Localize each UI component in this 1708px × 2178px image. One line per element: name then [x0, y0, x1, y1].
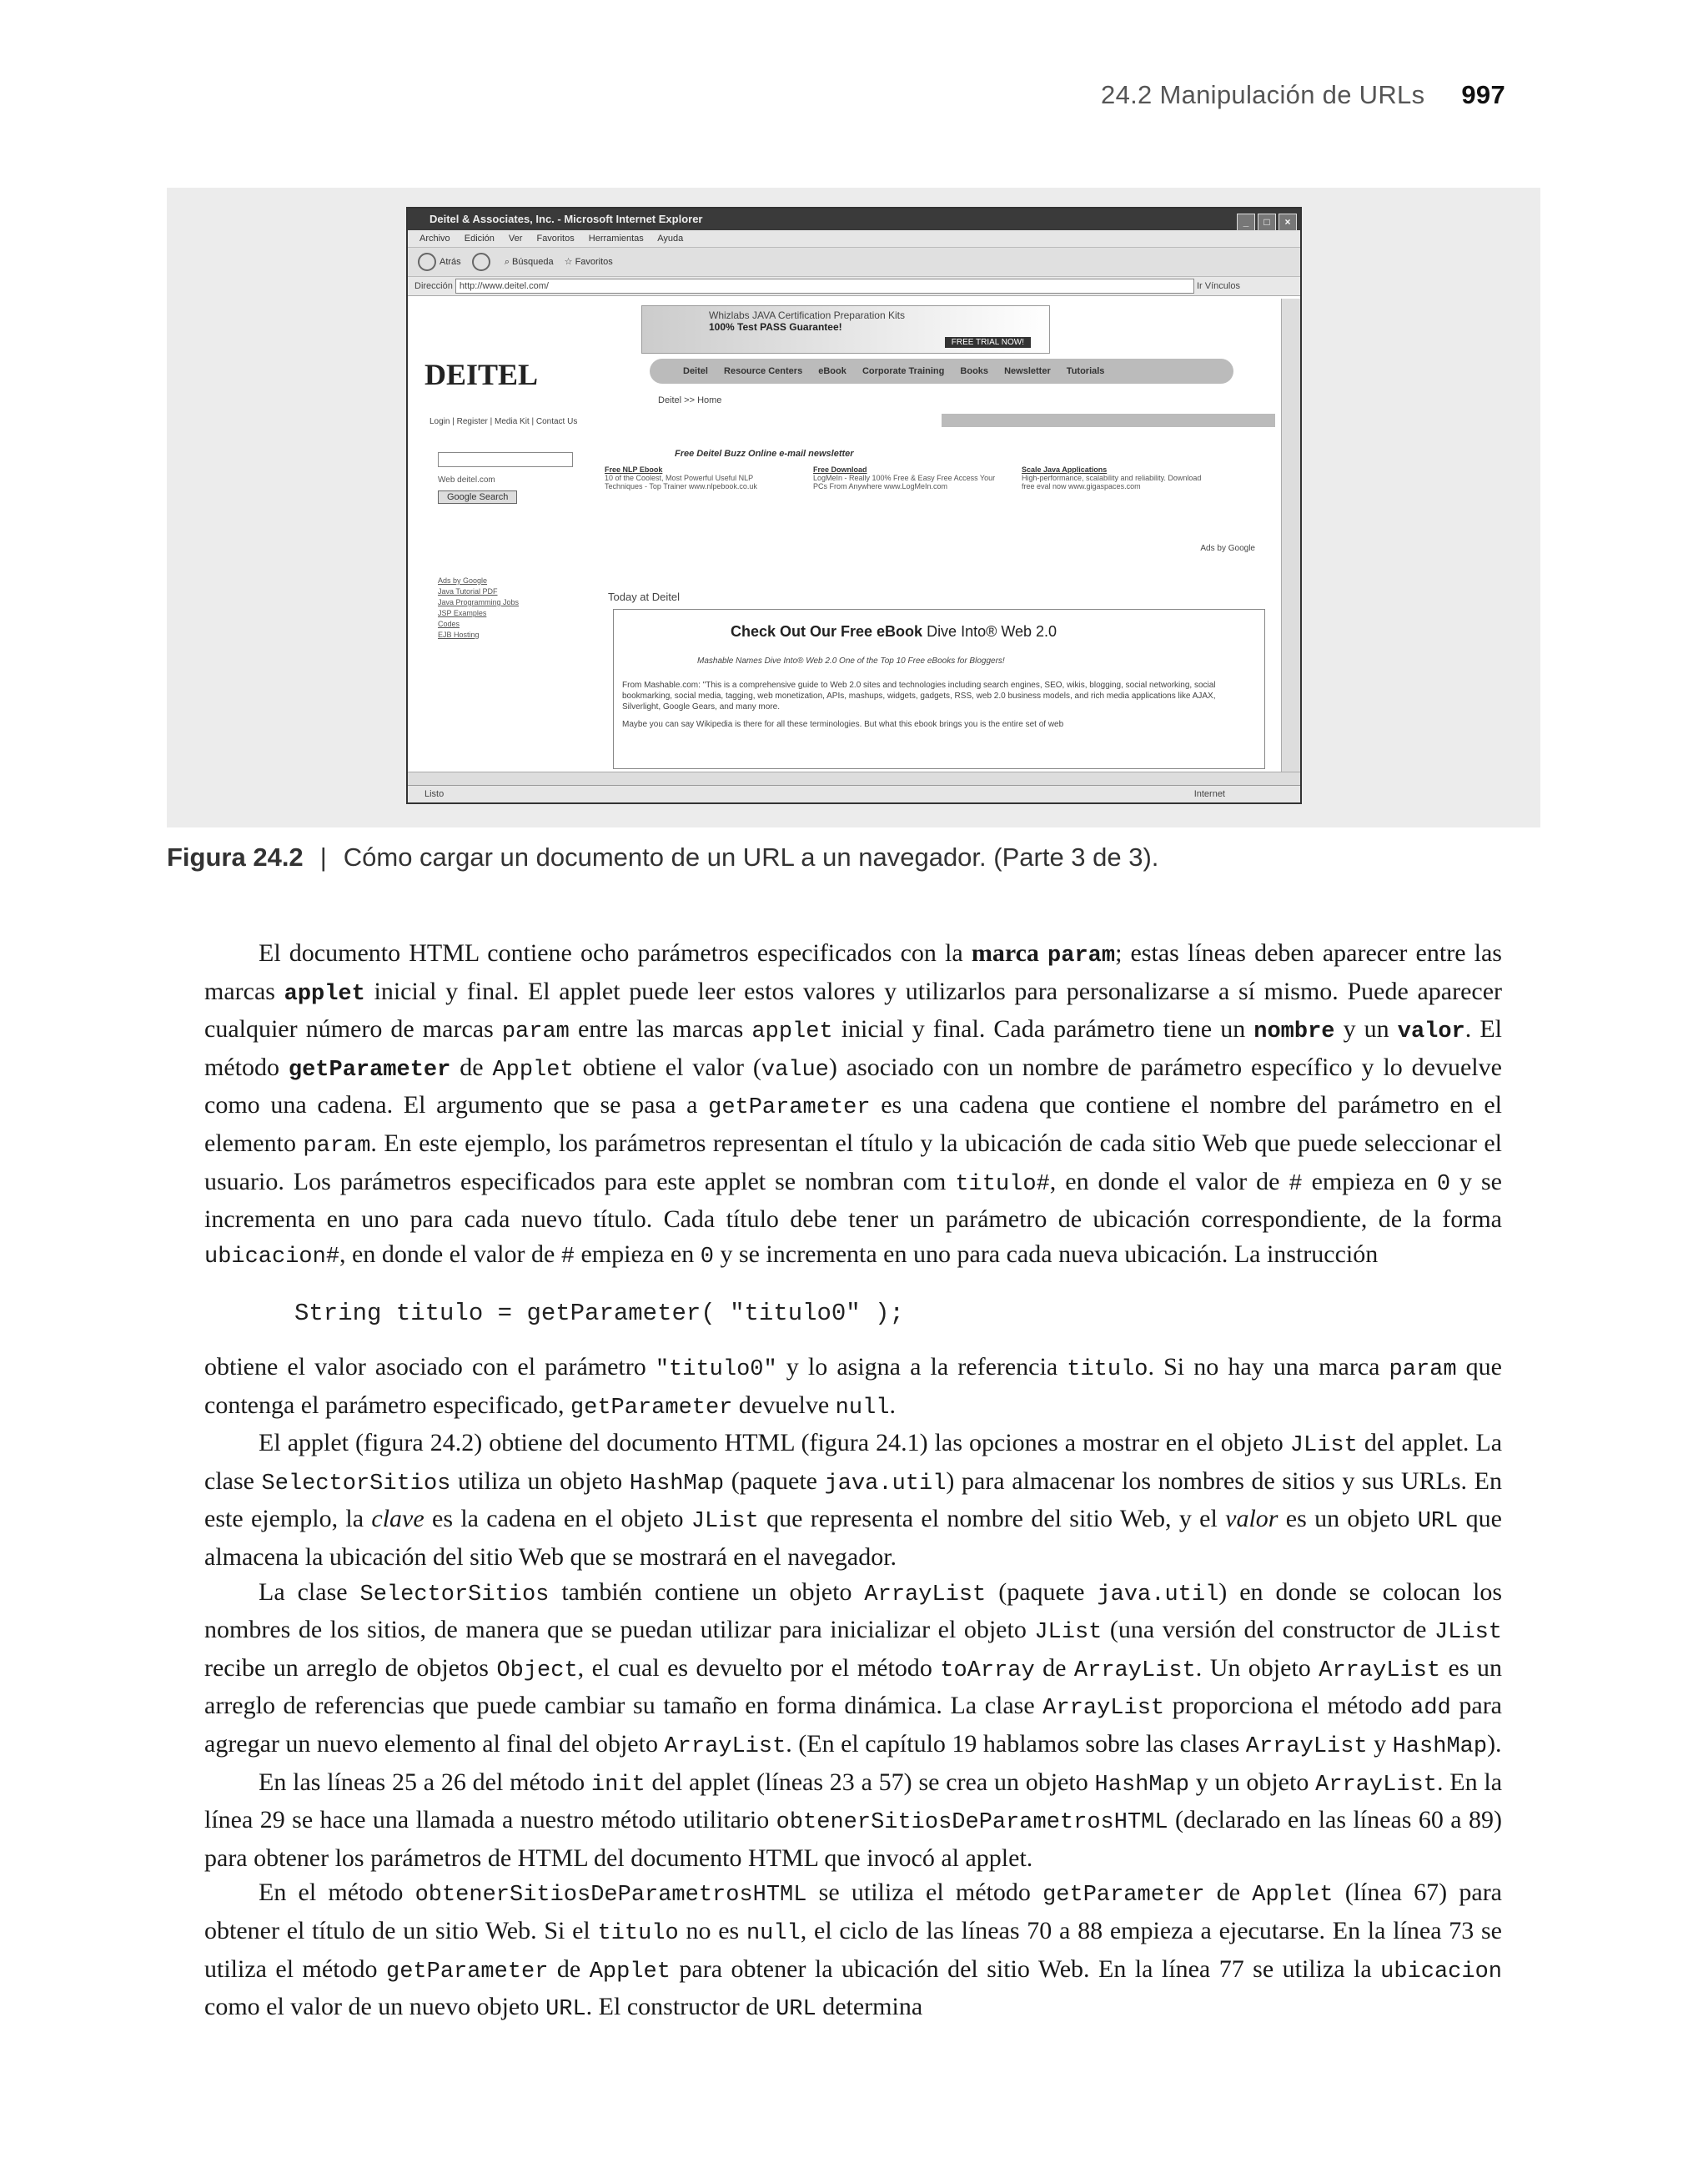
- banner-line1: Whizlabs JAVA Certification Preparation Kits: [709, 309, 905, 321]
- status-bar: [408, 785, 1300, 802]
- paragraph: En el método obtenerSitiosDeParametrosHTML se utiliza el método getParameter de Applet (línea 67) para obtener el título de un sitio Web. Si el titulo no es null, el ciclo de las líneas 70 a 88 empieza a ejecutarse. En la línea 73 se utiliza el método getParameter de Applet para obtener la ubicación del sitio Web. En la línea 77 se utiliza la ubicacion como el valor de un nuevo objeto URL. El constructor de URL determina: [204, 1879, 1502, 2023]
- newsletter-label: Free Deitel Buzz Online e-mail newsletter: [675, 449, 854, 459]
- paragraph: El documento HTML contiene ocho parámetros especificados con la marca param; estas líneas deben aparecer entre las marcas applet inicial y final. El applet puede leer estos valores y utilizarlos para personalizarse a sí mismo. Puede aparecer cualquier número de marcas param entre las marcas applet inicial y final. Cada parámetro tiene un nombre y un valor. El método getParameter de Applet obtiene el valor (value) asociado con un nombre de parámetro específico y lo devuelve como una cadena. El argumento que se pasa a getParameter es una cadena que contiene el nombre del parámetro en el elemento param. En este ejemplo, los parámetros representan el título y la ubicación de cada sitio Web que puede seleccionar el usuario. Los parámetros especificados para este applet se nombran com titulo#, en donde el valor de # empieza en 0 y se incrementa en uno para cada nuevo título. Cada título debe tener un parámetro de ubicación correspondiente, de la forma ubicacion#, en donde el valor de # empieza en 0 y se incrementa en uno para cada nueva ubicación. La instrucción: [204, 939, 1503, 1270]
- forward-icon: [472, 253, 490, 271]
- site-search-bar[interactable]: [942, 414, 1275, 427]
- running-header: [1101, 80, 1505, 110]
- web-page: [408, 299, 1280, 772]
- ads-by-google[interactable]: Ads by Google: [1200, 544, 1255, 553]
- caption-separator: |: [319, 843, 327, 872]
- address-input[interactable]: http://www.deitel.com/: [455, 279, 1194, 294]
- close-icon[interactable]: ×: [1278, 214, 1297, 231]
- paragraph: El applet (figura 24.2) obtiene del documento HTML (figura 24.1) las opciones a mostrar en el objeto JList del applet. La clase SelectorSitios utiliza un objeto HashMap (paquete java.util) para almacenar los nombres de sitios y sus URLs. En este ejemplo, la clave es la cadena en el objeto JList que representa el nombre del sitio Web, y el valor es un objeto URL que almacena la ubicación del sitio Web que se mostrará en el navegador.: [204, 1429, 1503, 1571]
- google-search-input[interactable]: [438, 452, 573, 467]
- ad-item[interactable]: Scale Java Applications High-performance, scalability and reliability. Download free eval now www.gigaspaces.com: [1022, 465, 1202, 490]
- favorites-button[interactable]: ☆ Favoritos: [564, 257, 613, 267]
- forward-button[interactable]: [472, 248, 494, 276]
- search-options[interactable]: Web deitel.com: [438, 475, 495, 485]
- nav-item[interactable]: Tutorials: [1066, 366, 1105, 376]
- left-link[interactable]: EJB Hosting: [438, 631, 480, 639]
- toolbar: [408, 248, 1300, 277]
- body-text-1: [204, 936, 1502, 1275]
- promo-text: From Mashable.com: "This is a comprehensive guide to Web 2.0 sites and technologies including search engines, SEO, wikis, blogging, social networking, social bookmarking, social media, tagging, web monetization, APIs, mashups, widgets, gadgets, RSS, web 2.0 business models, and rich media applications like AJAX, Silverlight, Google Gears, and many more. Maybe you can say Wikipedia is there for all these terminologies. But what this ebook brings you is the entire set of web: [622, 681, 1216, 729]
- left-link[interactable]: JSP Examples: [438, 609, 487, 617]
- breadcrumb[interactable]: Deitel >> Home: [658, 395, 722, 405]
- ad-item[interactable]: Free Download LogMeIn - Really 100% Free & Easy Free Access Your PCs From Anywhere www.LogMeIn.com: [813, 465, 996, 490]
- menu-bar: [408, 230, 1300, 248]
- paragraph: La clase SelectorSitios también contiene un objeto ArrayList (paquete java.util) en donde se colocan los nombres de los sitios, de manera que se puedan utilizar para inicializar el objeto JList (una versión del constructor de JList recibe un arreglo de objetos Object, el cual es devuelto por el método toArray de ArrayList. Un objeto ArrayList es un arreglo de referencias que puede cambiar su tamaño en forma dinámica. La clase ArrayList proporciona el método add para agregar un nuevo elemento al final del objeto ArrayList. (En el capítulo 19 hablamos sobre las clases ArrayList y HashMap).: [204, 1577, 1502, 1759]
- figure-caption: [167, 843, 1158, 873]
- window-title: Deitel & Associates, Inc. - Microsoft Internet Explorer: [430, 213, 703, 225]
- horizontal-scrollbar[interactable]: [408, 772, 1300, 786]
- promo-subtitle: Mashable Names Dive Into® Web 2.0 One of the Top 10 Free eBooks for Bloggers!: [697, 656, 1005, 666]
- status-text: Listo: [424, 789, 445, 799]
- nav-item[interactable]: Newsletter: [1004, 366, 1051, 376]
- google-search-button[interactable]: Google Search: [438, 490, 517, 504]
- nav-item[interactable]: Deitel: [683, 366, 708, 376]
- left-links: [438, 576, 519, 641]
- figure-label: Figura 24.2: [167, 843, 304, 872]
- menu-item[interactable]: Archivo: [419, 234, 450, 244]
- menu-item[interactable]: Favoritos: [536, 234, 575, 244]
- ebook-promo: [613, 609, 1265, 769]
- page-number: 997: [1461, 80, 1505, 109]
- promo-title[interactable]: Check Out Our Free eBook Dive Into® Web 2.0: [731, 623, 1057, 640]
- login-links[interactable]: Login | Register | Media Kit | Contact Us: [430, 417, 578, 426]
- section-title: 24.2 Manipulación de URLs: [1101, 80, 1425, 109]
- left-link[interactable]: Java Programming Jobs: [438, 598, 520, 606]
- address-label: Dirección: [414, 281, 453, 291]
- status-zone: Internet: [1193, 789, 1225, 799]
- menu-item[interactable]: Ayuda: [657, 234, 684, 244]
- menu-item[interactable]: Ver: [508, 234, 523, 244]
- menu-item[interactable]: Edición: [464, 234, 495, 244]
- back-icon: [418, 253, 436, 271]
- window-titlebar: [408, 209, 1300, 230]
- go-button[interactable]: Ir: [1196, 281, 1203, 291]
- code-line: String titulo = getParameter( "titulo0" );: [294, 1300, 904, 1327]
- site-nav: [650, 359, 1233, 384]
- today-heading: Today at Deitel: [608, 591, 680, 603]
- deitel-logo[interactable]: DEITEL: [424, 358, 539, 391]
- browser-screenshot: [406, 207, 1302, 804]
- search-button[interactable]: ⌕ Búsqueda: [504, 257, 554, 267]
- vertical-scrollbar[interactable]: [1281, 299, 1300, 772]
- left-link[interactable]: Java Tutorial PDF: [438, 587, 498, 596]
- links-label[interactable]: Vínculos: [1204, 281, 1240, 291]
- nav-item[interactable]: eBook: [818, 366, 846, 376]
- ad-banner[interactable]: [641, 305, 1050, 354]
- caption-text: Cómo cargar un documento de un URL a un navegador. (Parte 3 de 3).: [343, 843, 1159, 872]
- paragraph: En las líneas 25 a 26 del método init del applet (líneas 23 a 57) se crea un objeto HashMap y un objeto ArrayList. En la línea 29 se hace una llamada a nuestro método utilitario obtenerSitiosDeParametrosHTML (declarado en las líneas 60 a 89) para obtener los parámetros de HTML del documento HTML que invocó al applet.: [204, 1768, 1503, 1872]
- left-link[interactable]: Ads by Google: [438, 576, 488, 585]
- nav-item[interactable]: Books: [960, 366, 989, 376]
- address-bar: [408, 277, 1300, 296]
- banner-button[interactable]: FREE TRIAL NOW!: [945, 337, 1031, 348]
- maximize-icon[interactable]: □: [1258, 214, 1276, 231]
- banner-line2: 100% Test PASS Guarantee!: [709, 321, 842, 333]
- body-text-2: [204, 1350, 1502, 2028]
- paragraph: obtiene el valor asociado con el parámetro "titulo0" y lo asigna a la referencia titulo. Si no hay una marca param que contenga el parámetro especificado, getParameter devuelve null.: [204, 1353, 1502, 1421]
- ad-item[interactable]: Free NLP Ebook 10 of the Coolest, Most Powerful Useful NLP Techniques - Top Trainer www.nlpebook.co.uk: [605, 465, 757, 490]
- nav-item[interactable]: Corporate Training: [862, 366, 945, 376]
- minimize-icon[interactable]: _: [1237, 214, 1255, 231]
- menu-item[interactable]: Herramientas: [588, 234, 644, 244]
- nav-item[interactable]: Resource Centers: [724, 366, 803, 376]
- left-link[interactable]: Codes: [438, 620, 460, 628]
- back-button[interactable]: Atrás: [418, 248, 461, 276]
